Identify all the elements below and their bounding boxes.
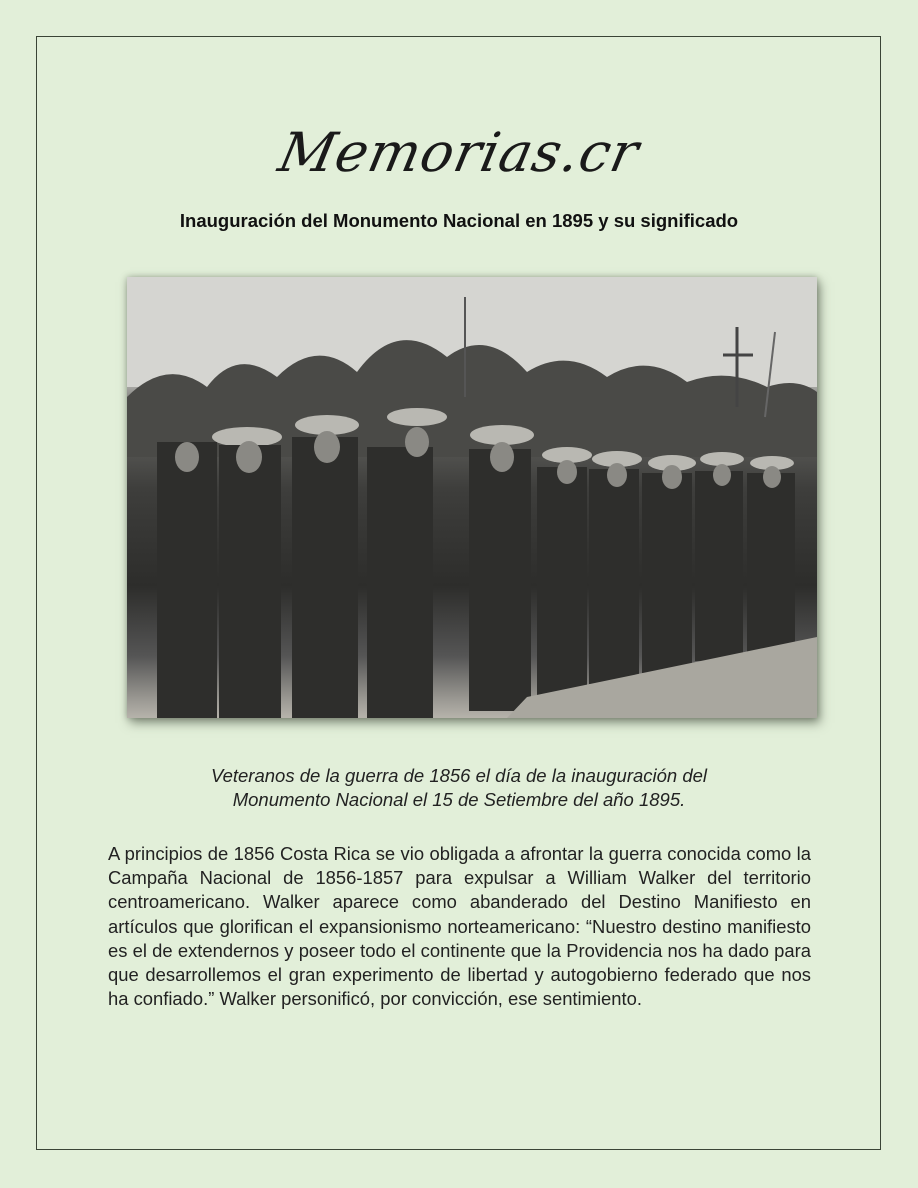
- caption-line-1: Veteranos de la guerra de 1856 el día de la inauguración del: [210, 765, 708, 786]
- historical-photo: [127, 277, 817, 718]
- photo-caption: [0, 764, 918, 812]
- article-paragraph: A principios de 1856 Costa Rica se vio obligada a afrontar la guerra conocida como la Campaña Nacional de 1856-1857 para expulsar a William Walker del territorio centroamericano. Walker aparece como abanderado del Destino Manifiesto en artículos que glorifican el expansionismo norteamericano: “Nuestro destino manifiesto es el de extendernos y poseer todo el continente que la Providencia nos ha dado para que desarrollemos el gran experimento de libertad y autogobierno federado que nos ha confiado.” Walker personificó, por convicción, ese sentimiento.: [108, 843, 811, 1010]
- article-title: Inauguración del Monumento Nacional en 1895 y su significado: [179, 210, 739, 231]
- veterans-photo-illustration: [127, 277, 817, 718]
- site-logo: Memorias.cr: [273, 121, 645, 184]
- caption-line-2: Monumento Nacional el 15 de Setiembre del año 1895.: [232, 789, 686, 810]
